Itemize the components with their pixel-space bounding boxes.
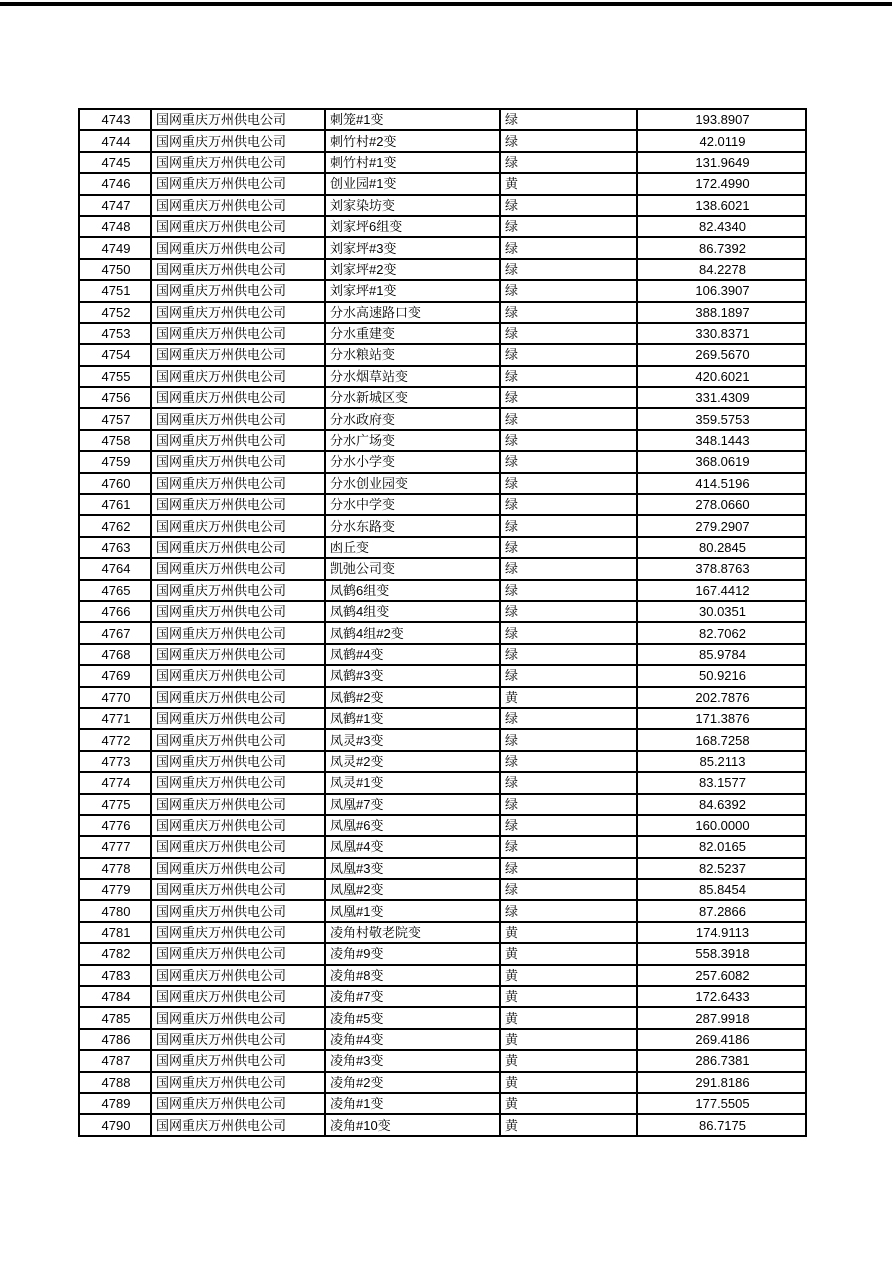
table-row	[79, 216, 806, 237]
cell-status: 绿	[500, 879, 637, 900]
cell-load-value: 193.8907	[637, 109, 806, 130]
cell-row-number: 4781	[79, 922, 151, 943]
cell-station-name: 凤灵#3变	[325, 729, 500, 750]
cell-load-value: 160.0000	[637, 815, 806, 836]
substation-table	[78, 108, 807, 1137]
cell-station-name: 凤凰#2变	[325, 879, 500, 900]
cell-status: 绿	[500, 451, 637, 472]
cell-row-number: 4755	[79, 366, 151, 387]
table-row	[79, 794, 806, 815]
cell-load-value: 558.3918	[637, 943, 806, 964]
cell-company-name: 国网重庆万州供电公司	[151, 109, 325, 130]
table-row	[79, 430, 806, 451]
cell-station-name: 凤灵#2变	[325, 751, 500, 772]
cell-load-value: 83.1577	[637, 772, 806, 793]
table-row	[79, 344, 806, 365]
cell-status: 绿	[500, 751, 637, 772]
cell-company-name: 国网重庆万州供电公司	[151, 366, 325, 387]
cell-load-value: 30.0351	[637, 601, 806, 622]
cell-load-value: 131.9649	[637, 152, 806, 173]
cell-load-value: 287.9918	[637, 1007, 806, 1028]
table-row	[79, 109, 806, 130]
cell-station-name: 凌角#9变	[325, 943, 500, 964]
cell-load-value: 174.9113	[637, 922, 806, 943]
cell-station-name: 刘家坪#1变	[325, 280, 500, 301]
cell-status: 黄	[500, 1050, 637, 1071]
table-row	[79, 965, 806, 986]
cell-row-number: 4758	[79, 430, 151, 451]
cell-load-value: 420.6021	[637, 366, 806, 387]
cell-station-name: 分水小学变	[325, 451, 500, 472]
cell-row-number: 4769	[79, 665, 151, 686]
cell-row-number: 4770	[79, 687, 151, 708]
cell-company-name: 国网重庆万州供电公司	[151, 344, 325, 365]
cell-status: 绿	[500, 430, 637, 451]
table-row	[79, 708, 806, 729]
cell-station-name: 刘家染坊变	[325, 195, 500, 216]
cell-station-name: 分水广场变	[325, 430, 500, 451]
cell-station-name: 创业园#1变	[325, 173, 500, 194]
cell-status: 绿	[500, 772, 637, 793]
cell-company-name: 国网重庆万州供电公司	[151, 216, 325, 237]
cell-load-value: 168.7258	[637, 729, 806, 750]
cell-status: 绿	[500, 794, 637, 815]
table-row	[79, 900, 806, 921]
cell-company-name: 国网重庆万州供电公司	[151, 323, 325, 344]
cell-row-number: 4790	[79, 1114, 151, 1135]
cell-station-name: 分水烟草站变	[325, 366, 500, 387]
table-row	[79, 473, 806, 494]
cell-load-value: 291.8186	[637, 1072, 806, 1093]
cell-load-value: 85.8454	[637, 879, 806, 900]
cell-company-name: 国网重庆万州供电公司	[151, 665, 325, 686]
table-row	[79, 558, 806, 579]
cell-status: 绿	[500, 622, 637, 643]
table-row	[79, 815, 806, 836]
table-row	[79, 366, 806, 387]
cell-station-name: 刘家坪#3变	[325, 237, 500, 258]
cell-load-value: 330.8371	[637, 323, 806, 344]
cell-status: 黄	[500, 1114, 637, 1135]
table-row	[79, 237, 806, 258]
cell-company-name: 国网重庆万州供电公司	[151, 815, 325, 836]
cell-station-name: 凤灵#1变	[325, 772, 500, 793]
cell-row-number: 4788	[79, 1072, 151, 1093]
cell-status: 绿	[500, 302, 637, 323]
table-row	[79, 644, 806, 665]
cell-status: 绿	[500, 130, 637, 151]
cell-load-value: 286.7381	[637, 1050, 806, 1071]
cell-station-name: 凤鹤#4变	[325, 644, 500, 665]
cell-status: 绿	[500, 515, 637, 536]
cell-station-name: 刺竹村#2变	[325, 130, 500, 151]
table-row	[79, 1072, 806, 1093]
cell-row-number: 4756	[79, 387, 151, 408]
cell-row-number: 4782	[79, 943, 151, 964]
cell-company-name: 国网重庆万州供电公司	[151, 965, 325, 986]
cell-company-name: 国网重庆万州供电公司	[151, 408, 325, 429]
table-row	[79, 772, 806, 793]
cell-load-value: 269.5670	[637, 344, 806, 365]
cell-station-name: 刺笼#1变	[325, 109, 500, 130]
cell-status: 绿	[500, 858, 637, 879]
cell-status: 绿	[500, 344, 637, 365]
cell-station-name: 刘家坪6组变	[325, 216, 500, 237]
cell-company-name: 国网重庆万州供电公司	[151, 644, 325, 665]
cell-status: 绿	[500, 708, 637, 729]
table-row	[79, 173, 806, 194]
cell-row-number: 4772	[79, 729, 151, 750]
cell-load-value: 82.4340	[637, 216, 806, 237]
cell-status: 绿	[500, 237, 637, 258]
cell-station-name: 凤鹤#3变	[325, 665, 500, 686]
cell-company-name: 国网重庆万州供电公司	[151, 195, 325, 216]
table-row	[79, 1093, 806, 1114]
cell-status: 绿	[500, 280, 637, 301]
cell-company-name: 国网重庆万州供电公司	[151, 152, 325, 173]
cell-station-name: 凤鹤#1变	[325, 708, 500, 729]
cell-load-value: 202.7876	[637, 687, 806, 708]
table-row	[79, 387, 806, 408]
cell-row-number: 4764	[79, 558, 151, 579]
cell-company-name: 国网重庆万州供电公司	[151, 451, 325, 472]
cell-row-number: 4750	[79, 259, 151, 280]
cell-row-number: 4789	[79, 1093, 151, 1114]
table-row	[79, 302, 806, 323]
cell-row-number: 4759	[79, 451, 151, 472]
cell-status: 绿	[500, 387, 637, 408]
cell-company-name: 国网重庆万州供电公司	[151, 622, 325, 643]
cell-company-name: 国网重庆万州供电公司	[151, 515, 325, 536]
cell-status: 绿	[500, 729, 637, 750]
table-row	[79, 1007, 806, 1028]
table-row	[79, 195, 806, 216]
cell-load-value: 86.7175	[637, 1114, 806, 1135]
cell-load-value: 86.7392	[637, 237, 806, 258]
table-row	[79, 729, 806, 750]
cell-row-number: 4747	[79, 195, 151, 216]
table-row	[79, 280, 806, 301]
cell-load-value: 85.2113	[637, 751, 806, 772]
cell-status: 黄	[500, 1093, 637, 1114]
cell-row-number: 4760	[79, 473, 151, 494]
cell-company-name: 国网重庆万州供电公司	[151, 237, 325, 258]
cell-row-number: 4784	[79, 986, 151, 1007]
cell-company-name: 国网重庆万州供电公司	[151, 922, 325, 943]
cell-row-number: 4762	[79, 515, 151, 536]
cell-company-name: 国网重庆万州供电公司	[151, 1093, 325, 1114]
cell-station-name: 凤鹤4组变	[325, 601, 500, 622]
cell-load-value: 82.0165	[637, 836, 806, 857]
cell-row-number: 4754	[79, 344, 151, 365]
cell-row-number: 4771	[79, 708, 151, 729]
cell-status: 黄	[500, 986, 637, 1007]
cell-row-number: 4776	[79, 815, 151, 836]
cell-load-value: 42.0119	[637, 130, 806, 151]
cell-load-value: 279.2907	[637, 515, 806, 536]
cell-row-number: 4780	[79, 900, 151, 921]
cell-company-name: 国网重庆万州供电公司	[151, 1114, 325, 1135]
cell-company-name: 国网重庆万州供电公司	[151, 173, 325, 194]
cell-load-value: 278.0660	[637, 494, 806, 515]
cell-company-name: 国网重庆万州供电公司	[151, 900, 325, 921]
cell-row-number: 4774	[79, 772, 151, 793]
cell-row-number: 4761	[79, 494, 151, 515]
cell-row-number: 4752	[79, 302, 151, 323]
table-row	[79, 515, 806, 536]
cell-company-name: 国网重庆万州供电公司	[151, 1007, 325, 1028]
cell-company-name: 国网重庆万州供电公司	[151, 558, 325, 579]
cell-row-number: 4763	[79, 537, 151, 558]
cell-station-name: 分水粮站变	[325, 344, 500, 365]
cell-status: 绿	[500, 580, 637, 601]
cell-status: 绿	[500, 109, 637, 130]
cell-row-number: 4765	[79, 580, 151, 601]
cell-load-value: 87.2866	[637, 900, 806, 921]
cell-company-name: 国网重庆万州供电公司	[151, 473, 325, 494]
table-row	[79, 1029, 806, 1050]
cell-company-name: 国网重庆万州供电公司	[151, 130, 325, 151]
cell-station-name: 凌角村敬老院变	[325, 922, 500, 943]
cell-station-name: 分水新城区变	[325, 387, 500, 408]
cell-company-name: 国网重庆万州供电公司	[151, 772, 325, 793]
cell-status: 绿	[500, 836, 637, 857]
cell-station-name: 凯弛公司变	[325, 558, 500, 579]
cell-company-name: 国网重庆万州供电公司	[151, 387, 325, 408]
cell-row-number: 4749	[79, 237, 151, 258]
cell-row-number: 4753	[79, 323, 151, 344]
cell-company-name: 国网重庆万州供电公司	[151, 879, 325, 900]
cell-status: 绿	[500, 473, 637, 494]
top-page-rule	[0, 2, 892, 6]
cell-station-name: 分水中学变	[325, 494, 500, 515]
cell-station-name: 凌角#10变	[325, 1114, 500, 1135]
cell-station-name: 刺竹村#1变	[325, 152, 500, 173]
cell-station-name: 凤凰#4变	[325, 836, 500, 857]
cell-row-number: 4748	[79, 216, 151, 237]
cell-load-value: 85.9784	[637, 644, 806, 665]
table-row	[79, 601, 806, 622]
cell-station-name: 凌角#5变	[325, 1007, 500, 1028]
cell-station-name: 凤凰#6变	[325, 815, 500, 836]
cell-station-name: 凌角#2变	[325, 1072, 500, 1093]
cell-station-name: 分水政府变	[325, 408, 500, 429]
cell-station-name: 凌角#8变	[325, 965, 500, 986]
cell-station-name: 凌角#3变	[325, 1050, 500, 1071]
cell-row-number: 4768	[79, 644, 151, 665]
table-row	[79, 152, 806, 173]
cell-row-number: 4778	[79, 858, 151, 879]
table-row	[79, 922, 806, 943]
table-row	[79, 259, 806, 280]
cell-company-name: 国网重庆万州供电公司	[151, 751, 325, 772]
cell-company-name: 国网重庆万州供电公司	[151, 794, 325, 815]
cell-load-value: 172.4990	[637, 173, 806, 194]
cell-company-name: 国网重庆万州供电公司	[151, 729, 325, 750]
cell-load-value: 368.0619	[637, 451, 806, 472]
cell-status: 黄	[500, 922, 637, 943]
cell-status: 绿	[500, 494, 637, 515]
cell-status: 绿	[500, 665, 637, 686]
cell-station-name: 凤鹤4组#2变	[325, 622, 500, 643]
cell-status: 绿	[500, 195, 637, 216]
cell-status: 绿	[500, 323, 637, 344]
table-row	[79, 751, 806, 772]
cell-load-value: 414.5196	[637, 473, 806, 494]
cell-station-name: 凤凰#1变	[325, 900, 500, 921]
cell-company-name: 国网重庆万州供电公司	[151, 943, 325, 964]
cell-load-value: 84.6392	[637, 794, 806, 815]
cell-station-name: 分水创业园变	[325, 473, 500, 494]
cell-station-name: 分水高速路口变	[325, 302, 500, 323]
cell-status: 绿	[500, 558, 637, 579]
cell-status: 黄	[500, 1072, 637, 1093]
cell-load-value: 80.2845	[637, 537, 806, 558]
table-row	[79, 1114, 806, 1135]
cell-company-name: 国网重庆万州供电公司	[151, 836, 325, 857]
cell-status: 绿	[500, 601, 637, 622]
table-row	[79, 986, 806, 1007]
cell-status: 黄	[500, 943, 637, 964]
cell-row-number: 4775	[79, 794, 151, 815]
table-row	[79, 943, 806, 964]
cell-status: 绿	[500, 216, 637, 237]
table-body	[79, 109, 806, 1136]
cell-station-name: 凤鹤#2变	[325, 687, 500, 708]
cell-status: 黄	[500, 173, 637, 194]
cell-station-name: 凌角#4变	[325, 1029, 500, 1050]
cell-load-value: 269.4186	[637, 1029, 806, 1050]
cell-status: 绿	[500, 815, 637, 836]
cell-status: 黄	[500, 1007, 637, 1028]
cell-row-number: 4743	[79, 109, 151, 130]
table-row	[79, 451, 806, 472]
cell-station-name: 刘家坪#2变	[325, 259, 500, 280]
cell-load-value: 331.4309	[637, 387, 806, 408]
cell-load-value: 50.9216	[637, 665, 806, 686]
cell-load-value: 177.5505	[637, 1093, 806, 1114]
cell-station-name: 凌角#1变	[325, 1093, 500, 1114]
cell-row-number: 4785	[79, 1007, 151, 1028]
cell-status: 黄	[500, 965, 637, 986]
cell-row-number: 4783	[79, 965, 151, 986]
cell-load-value: 172.6433	[637, 986, 806, 1007]
cell-status: 黄	[500, 1029, 637, 1050]
cell-station-name: 分水重建变	[325, 323, 500, 344]
cell-load-value: 106.3907	[637, 280, 806, 301]
cell-load-value: 359.5753	[637, 408, 806, 429]
cell-load-value: 138.6021	[637, 195, 806, 216]
cell-company-name: 国网重庆万州供电公司	[151, 687, 325, 708]
table-row	[79, 879, 806, 900]
table-row	[79, 130, 806, 151]
cell-load-value: 171.3876	[637, 708, 806, 729]
cell-row-number: 4787	[79, 1050, 151, 1071]
table-row	[79, 580, 806, 601]
table-row	[79, 665, 806, 686]
cell-status: 绿	[500, 644, 637, 665]
cell-load-value: 82.7062	[637, 622, 806, 643]
cell-company-name: 国网重庆万州供电公司	[151, 1050, 325, 1071]
table-row	[79, 537, 806, 558]
cell-station-name: 凼丘变	[325, 537, 500, 558]
cell-company-name: 国网重庆万州供电公司	[151, 580, 325, 601]
cell-row-number: 4767	[79, 622, 151, 643]
cell-load-value: 82.5237	[637, 858, 806, 879]
cell-row-number: 4751	[79, 280, 151, 301]
cell-company-name: 国网重庆万州供电公司	[151, 1072, 325, 1093]
cell-company-name: 国网重庆万州供电公司	[151, 430, 325, 451]
cell-row-number: 4757	[79, 408, 151, 429]
cell-row-number: 4773	[79, 751, 151, 772]
cell-row-number: 4745	[79, 152, 151, 173]
cell-company-name: 国网重庆万州供电公司	[151, 986, 325, 1007]
cell-load-value: 84.2278	[637, 259, 806, 280]
table-row	[79, 687, 806, 708]
table-row	[79, 323, 806, 344]
table-row	[79, 408, 806, 429]
cell-station-name: 分水东路变	[325, 515, 500, 536]
table-row	[79, 494, 806, 515]
table-row	[79, 622, 806, 643]
table-row	[79, 858, 806, 879]
cell-status: 绿	[500, 366, 637, 387]
cell-company-name: 国网重庆万州供电公司	[151, 1029, 325, 1050]
cell-station-name: 凤凰#3变	[325, 858, 500, 879]
cell-row-number: 4779	[79, 879, 151, 900]
cell-status: 绿	[500, 152, 637, 173]
cell-company-name: 国网重庆万州供电公司	[151, 494, 325, 515]
cell-status: 黄	[500, 687, 637, 708]
cell-load-value: 348.1443	[637, 430, 806, 451]
table-row	[79, 1050, 806, 1071]
cell-station-name: 凌角#7变	[325, 986, 500, 1007]
cell-load-value: 388.1897	[637, 302, 806, 323]
cell-load-value: 378.8763	[637, 558, 806, 579]
cell-station-name: 凤鹤6组变	[325, 580, 500, 601]
cell-company-name: 国网重庆万州供电公司	[151, 858, 325, 879]
cell-company-name: 国网重庆万州供电公司	[151, 537, 325, 558]
cell-status: 绿	[500, 537, 637, 558]
cell-station-name: 凤凰#7变	[325, 794, 500, 815]
cell-row-number: 4746	[79, 173, 151, 194]
cell-row-number: 4744	[79, 130, 151, 151]
cell-company-name: 国网重庆万州供电公司	[151, 302, 325, 323]
table-row	[79, 836, 806, 857]
cell-status: 绿	[500, 259, 637, 280]
cell-row-number: 4766	[79, 601, 151, 622]
cell-status: 绿	[500, 900, 637, 921]
cell-status: 绿	[500, 408, 637, 429]
cell-company-name: 国网重庆万州供电公司	[151, 601, 325, 622]
cell-company-name: 国网重庆万州供电公司	[151, 708, 325, 729]
cell-row-number: 4786	[79, 1029, 151, 1050]
cell-load-value: 167.4412	[637, 580, 806, 601]
cell-row-number: 4777	[79, 836, 151, 857]
cell-company-name: 国网重庆万州供电公司	[151, 280, 325, 301]
cell-load-value: 257.6082	[637, 965, 806, 986]
cell-company-name: 国网重庆万州供电公司	[151, 259, 325, 280]
